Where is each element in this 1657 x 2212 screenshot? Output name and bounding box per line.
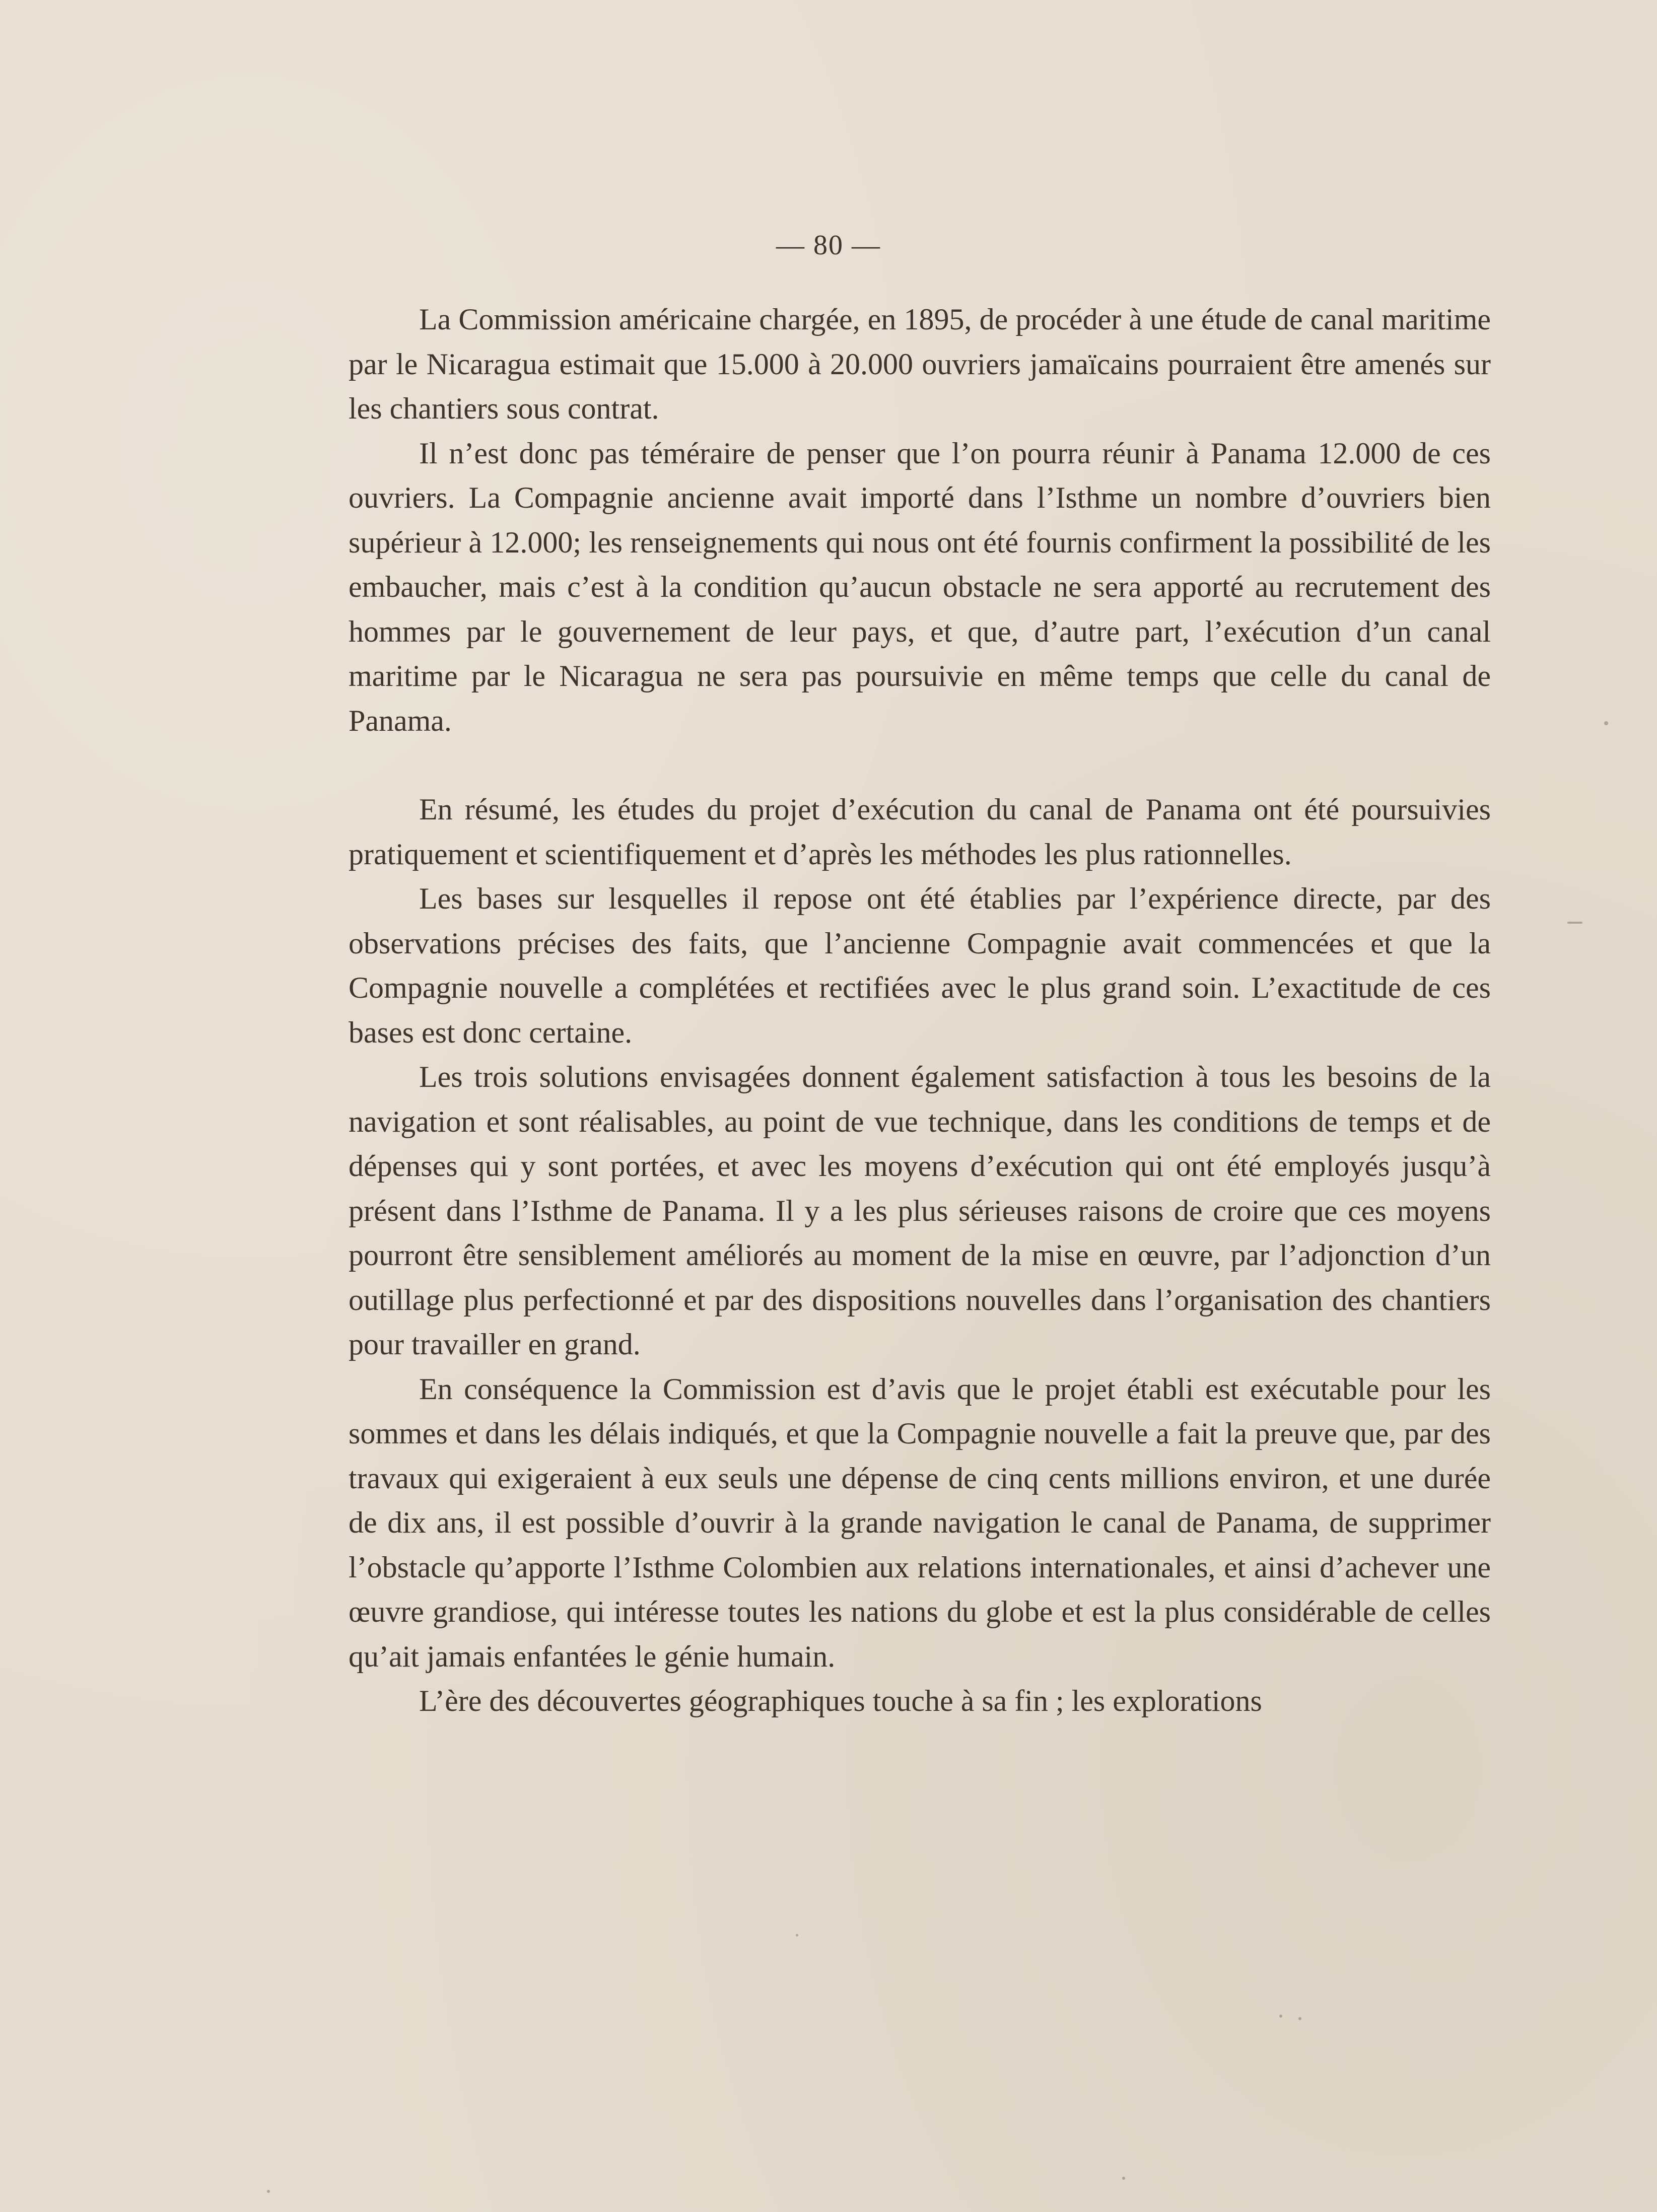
paper-speck <box>1122 2177 1125 2180</box>
paper-speck <box>1567 922 1582 924</box>
paragraph: La Commission américaine chargée, en 1895, de procéder à une étude de canal maritime par le Nicaragua estimait que 15.000 à 20.000 ouvriers jamaïcains pourraient être amenés sur les chantiers sous contrat. <box>349 303 1491 425</box>
paragraph: Les trois solutions envisagées donnent également satisfaction à tous les besoins de la navigation et sont réalisables, au point de vue technique, dans les conditions de temps et de dépenses qui y sont portées, et avec les moyens d’exécution qui ont été employés jusqu’à présent dans l’Isthme de Panama. Il y a les plus sérieuses raisons de croire que ces moyens pourront être sensiblement améliorés au moment de la mise en œuvre, par l’adjonction d’un outillage plus perfectionné et par des dispositions nouvelles dans l’organisation des chantiers pour travailler en grand. <box>349 1060 1491 1361</box>
paper-speck <box>1279 2015 1282 2018</box>
paragraph: L’ère des découvertes géographiques touche à sa fin ; les explorations <box>419 1684 1262 1717</box>
paper-speck <box>796 1934 798 1937</box>
paragraph: Les bases sur lesquelles il repose ont été établies par l’expérience directe, par des observations précises des faits, que l’ancienne Compagnie avait commencées et que la Compagnie nouvelle a complétées et rectifiées avec le plus grand soin. L’exactitude de ces bases est donc certaine. <box>349 882 1491 1049</box>
paragraph: En résumé, les études du projet d’exécution du canal de Panama ont été poursuivies pratiquement et scientifiquement et d’après les méthodes les plus rationnelles. <box>349 793 1491 871</box>
body-text <box>349 297 1491 1723</box>
paper-speck <box>1604 721 1608 725</box>
paper-speck <box>267 2190 270 2193</box>
page-number: — 80 — <box>776 230 881 261</box>
paragraph: Il n’est donc pas téméraire de penser que l’on pourra réunir à Panama 12.000 de ces ouvriers. La Compagnie ancienne avait importé dans l’Isthme un nombre d’ouvriers bien supérieur à 12.000; les renseignements qui nous ont été fournis confirment la possibilité de les embaucher, mais c’est à la condition qu’aucun obstacle ne sera apporté au recrutement des hommes par le gouvernement de leur pays, et que, d’autre part, l’exécution d’un canal maritime par le Nicaragua ne sera pas poursuivie en même temps que celle du canal de Panama. <box>349 436 1491 737</box>
paragraph: En conséquence la Commission est d’avis que le projet établi est exécutable pour les sommes et dans les délais indiqués, et que la Compagnie nouvelle a fait la preuve que, par des travaux qui exigeraient à eux seuls une dépense de cinq cents millions environ, et une durée de dix ans, il est possible d’ouvrir à la grande navigation le canal de Panama, de supprimer l’obstacle qu’apporte l’Isthme Colombien aux relations internationales, et ainsi d’achever une œuvre grandiose, qui intéresse toutes les nations du globe et est la plus considérable de celles qu’ait jamais enfantées le génie humain. <box>349 1372 1491 1673</box>
paper-speck <box>1298 2017 1301 2020</box>
